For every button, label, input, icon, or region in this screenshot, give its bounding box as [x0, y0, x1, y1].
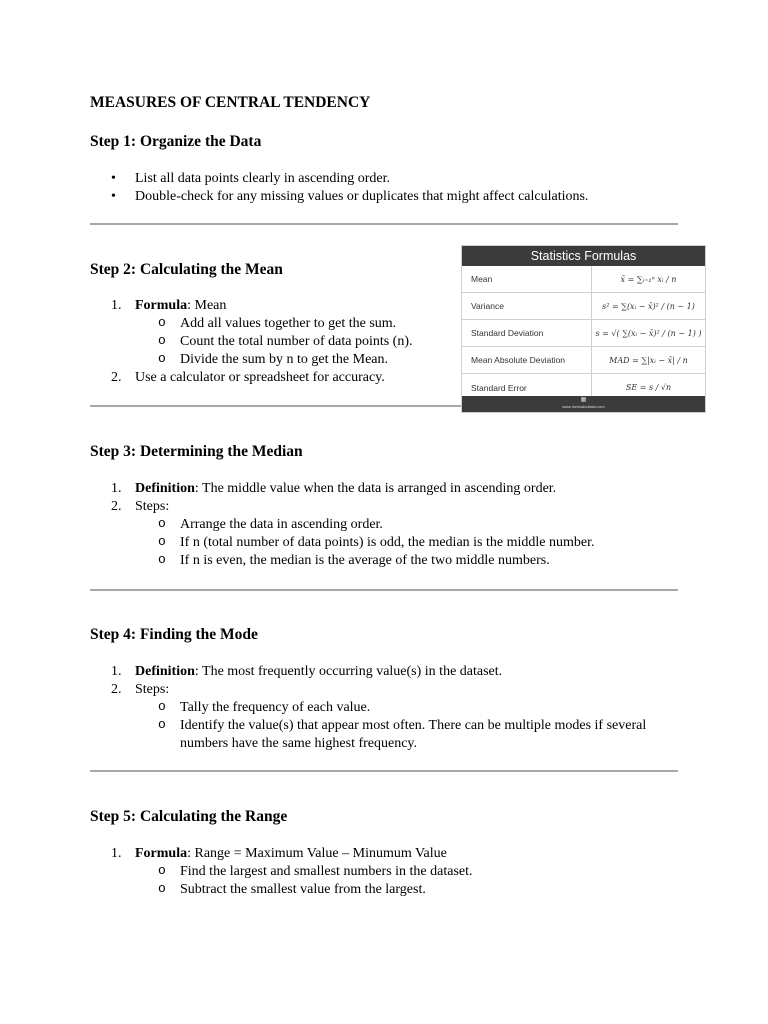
formula-name: Mean Absolute Deviation [462, 347, 592, 373]
term-label: Formula [135, 298, 188, 313]
formula-row [462, 347, 705, 374]
list-item [90, 663, 690, 681]
sub-list-item [135, 881, 690, 899]
calculator-logo-icon: ▦ [580, 397, 587, 403]
list-item [90, 498, 690, 570]
statistics-formulas-image [461, 245, 706, 413]
step2-heading: Step 2: Calculating the Mean [90, 261, 283, 278]
list-item [90, 297, 460, 369]
number-marker: 2. [111, 682, 122, 697]
sub-item-text: Add all values together to get the sum. [180, 316, 397, 331]
formula-expression: x̄ = ∑ᵢ₌₁ⁿ xᵢ / n [620, 274, 677, 284]
bullet-marker: • [111, 189, 116, 204]
bullet-marker: • [111, 171, 116, 186]
formula-row [462, 320, 705, 347]
list-item [90, 170, 690, 188]
sub-list-item [135, 863, 690, 881]
step4-heading: Step 4: Finding the Mode [90, 626, 258, 643]
sub-list-item [135, 516, 690, 534]
sub-marker: o [158, 534, 166, 549]
formula-expression: s² = ∑(xᵢ − x̄)² / (n − 1) [602, 301, 695, 311]
term-text: : Mean [187, 298, 227, 313]
number-marker: 2. [111, 370, 122, 385]
number-marker: 1. [111, 298, 122, 313]
term-label: Formula [135, 846, 188, 861]
formula-expression: MAD = ∑|xᵢ − x̄| / n [609, 355, 688, 365]
term-text: : Range = Maximum Value – Minumum Value [187, 846, 447, 861]
sub-item-text: Identify the value(s) that appear most often. There can be multiple modes if several numbers have the same highest frequency. [180, 718, 647, 751]
footer-url: www.inchcalculator.com [562, 404, 605, 409]
section-divider [90, 589, 678, 591]
sub-item-text: Arrange the data in ascending order. [180, 517, 383, 532]
sub-item-text: Count the total number of data points (n). [180, 334, 413, 349]
formula-row [462, 266, 705, 293]
list-item [90, 188, 690, 206]
step5-numbered-list [90, 845, 690, 899]
sub-item-text: Find the largest and smallest numbers in the dataset. [180, 864, 473, 879]
number-marker: 1. [111, 481, 122, 496]
formula-expression: SE = s / √n [625, 383, 672, 392]
step3-heading: Step 3: Determining the Median [90, 443, 303, 460]
list-item [90, 681, 690, 753]
sub-list [135, 699, 690, 753]
sub-marker: o [158, 863, 166, 878]
list-item-text: Steps: [135, 499, 170, 514]
list-item-text: List all data points clearly in ascending order. [135, 171, 391, 186]
sub-marker: o [158, 351, 166, 366]
sub-marker: o [158, 881, 166, 896]
sub-list-item [135, 717, 690, 753]
number-marker: 1. [111, 846, 122, 861]
term-text: : The middle value when the data is arranged in ascending order. [194, 481, 557, 496]
sub-item-text: Subtract the smallest value from the largest. [180, 882, 426, 897]
term-text: : The most frequently occurring value(s) in the dataset. [194, 664, 503, 679]
sub-list [135, 315, 460, 369]
sub-item-text: Tally the frequency of each value. [180, 700, 371, 715]
list-item [90, 845, 690, 899]
formula-name: Mean [462, 266, 592, 292]
section-divider [90, 223, 678, 225]
sub-marker: o [158, 717, 166, 732]
step3-numbered-list [90, 480, 690, 570]
step4-numbered-list [90, 663, 690, 753]
sub-list-item [135, 552, 690, 570]
sub-list-item [135, 333, 460, 351]
sub-item-text: Divide the sum by n to get the Mean. [180, 352, 389, 367]
number-marker: 1. [111, 664, 122, 679]
sub-list-item [135, 351, 460, 369]
sub-list [135, 516, 690, 570]
list-item-text: Double-check for any missing values or duplicates that might affect calculations. [135, 189, 589, 204]
step2-numbered-list [90, 297, 460, 387]
formula-name: Variance [462, 293, 592, 319]
sub-marker: o [158, 552, 166, 567]
document-title: MEASURES OF CENTRAL TENDENCY [90, 94, 371, 111]
sub-marker: o [158, 516, 166, 531]
formula-name: Standard Deviation [462, 320, 592, 346]
list-item [90, 369, 460, 387]
list-item-text: Steps: [135, 682, 170, 697]
step1-heading: Step 1: Organize the Data [90, 133, 262, 150]
formula-expression: s = √( ∑(xᵢ − x̄)² / (n − 1) ) [595, 328, 702, 338]
term-label: Definition [135, 481, 195, 496]
sub-list-item [135, 315, 460, 333]
step5-heading: Step 5: Calculating the Range [90, 808, 288, 825]
formula-name: Standard Error [462, 374, 592, 401]
term-label: Definition [135, 664, 195, 679]
sub-marker: o [158, 315, 166, 330]
formula-image-title: Statistics Formulas [462, 246, 705, 266]
sub-marker: o [158, 333, 166, 348]
sub-list [135, 863, 690, 899]
section-divider [90, 770, 678, 772]
sub-list-item [135, 699, 690, 717]
formula-image-footer [462, 396, 705, 412]
formula-row [462, 293, 705, 320]
list-item-text: Use a calculator or spreadsheet for accuracy. [135, 370, 385, 385]
sub-marker: o [158, 699, 166, 714]
sub-list-item [135, 534, 690, 552]
number-marker: 2. [111, 499, 122, 514]
step1-bullet-list [90, 170, 690, 206]
sub-item-text: If n is even, the median is the average of the two middle numbers. [180, 553, 550, 568]
list-item [90, 480, 690, 498]
sub-item-text: If n (total number of data points) is odd, the median is the middle number. [180, 535, 595, 550]
